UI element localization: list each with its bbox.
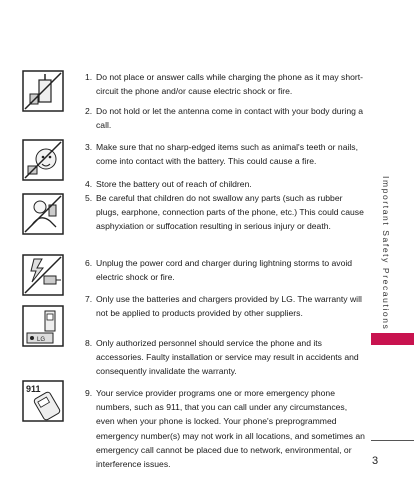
no-charging-icon xyxy=(22,70,64,112)
child-swallow-icon xyxy=(22,193,64,235)
precaution-item-1 xyxy=(85,70,365,98)
emergency-911-label: 911 xyxy=(26,384,41,394)
svg-text:LG: LG xyxy=(37,337,46,343)
footer-divider xyxy=(371,440,414,441)
precaution-item-9 xyxy=(85,386,365,471)
item-number: 4. xyxy=(85,179,93,189)
item-text: Do not place or answer calls while charging the phone as it may short-circuit the phone and/or cause electric shock or fire. xyxy=(96,72,364,97)
item-number: 8. xyxy=(85,338,93,348)
item-number: 7. xyxy=(85,294,93,304)
precaution-item-3 xyxy=(85,140,365,168)
precaution-item-2 xyxy=(85,104,365,132)
item-number: 6. xyxy=(85,258,93,268)
item-text: Store the battery out of reach of children. xyxy=(96,179,252,189)
item-number: 3. xyxy=(85,142,93,152)
item-number: 5. xyxy=(85,193,93,203)
section-side-title: Important Safety Precautions xyxy=(381,176,391,331)
section-accent-bar xyxy=(371,333,414,345)
emergency-911-icon xyxy=(22,380,64,422)
precaution-item-7 xyxy=(85,292,365,320)
item-number: 2. xyxy=(85,106,93,116)
item-text: Unplug the power cord and charger during lightning storms to avoid electric shock or fire. xyxy=(96,258,353,283)
precaution-item-8 xyxy=(85,336,365,379)
item-text: Make sure that no sharp-edged items such as animal's teeth or nails, come into contact with the battery. This could cause a fire. xyxy=(96,142,358,167)
precaution-item-6 xyxy=(85,256,365,284)
dog-teeth-battery-icon xyxy=(22,139,64,181)
lightning-unplug-icon xyxy=(22,254,64,296)
lg-battery-charger-icon xyxy=(22,305,64,347)
item-text: Do not hold or let the antenna come in contact with your body during a call. xyxy=(96,106,364,131)
item-text: Only authorized personnel should service the phone and its accessories. Faulty installation or service may result in accidents and consequently invalidate the warranty. xyxy=(96,338,359,377)
item-text: Your service provider programs one or more emergency phone numbers, such as 911, that you can call under any circumstances, even when your phone is locked. Your phone's preprogrammed emergency number(s) may not work in all locations, and sometimes an emergency call cannot be placed due to network, environmental, or interference issues. xyxy=(96,388,365,470)
page-number: 3 xyxy=(372,455,379,467)
precaution-item-5 xyxy=(85,191,365,234)
precaution-item-4 xyxy=(85,177,365,191)
item-number: 1. xyxy=(85,72,93,82)
item-text: Be careful that children do not swallow any parts (such as rubber plugs, earphone, connection parts of the phone, etc.) This could cause asphyxiation or suffocation resulting in serious injury or death. xyxy=(96,193,364,232)
item-text: Only use the batteries and chargers provided by LG. The warranty will not be applied to products provided by other suppliers. xyxy=(96,294,362,319)
item-number: 9. xyxy=(85,388,93,398)
